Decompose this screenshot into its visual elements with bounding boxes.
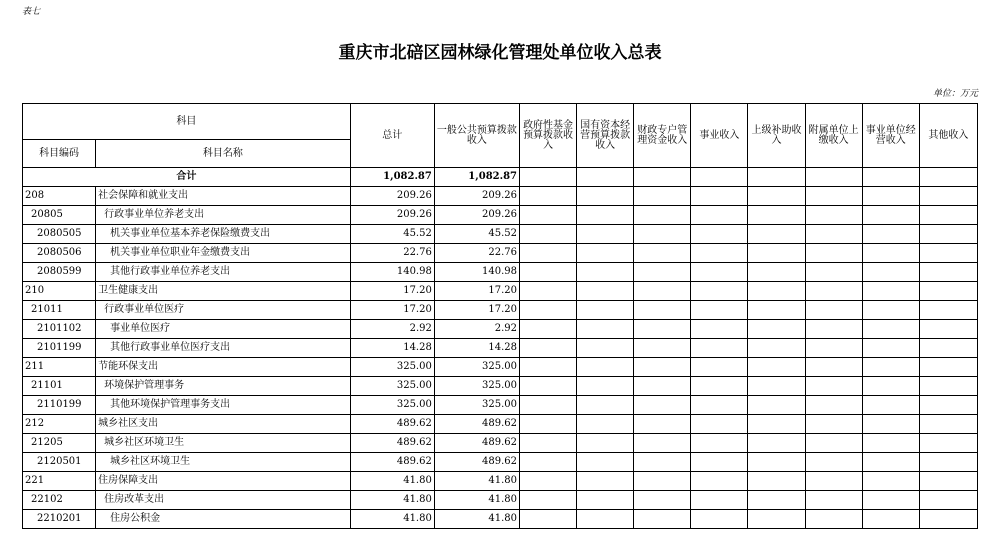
empty-cell (691, 510, 748, 529)
empty-cell (520, 225, 577, 244)
empty-cell (919, 320, 977, 339)
empty-cell (862, 453, 919, 472)
row-name: 城乡社区环境卫生 (96, 453, 351, 472)
empty-cell (919, 415, 977, 434)
empty-cell (748, 320, 805, 339)
empty-cell (748, 244, 805, 263)
empty-cell (805, 339, 862, 358)
row-general: 17.20 (434, 282, 519, 301)
empty-cell (634, 434, 691, 453)
empty-cell (577, 320, 634, 339)
row-total: 325.00 (350, 396, 434, 415)
row-name: 其他行政事业单位养老支出 (96, 263, 351, 282)
empty-cell (691, 453, 748, 472)
empty-cell (748, 434, 805, 453)
empty-cell (577, 491, 634, 510)
empty-cell (748, 510, 805, 529)
empty-cell (919, 510, 977, 529)
empty-cell (577, 282, 634, 301)
empty-cell (805, 301, 862, 320)
header-subject: 科目 (23, 104, 351, 140)
empty-cell (862, 282, 919, 301)
total-general-value: 1,082.87 (434, 168, 519, 187)
empty-cell (919, 187, 977, 206)
empty-cell (919, 282, 977, 301)
table-row (23, 225, 978, 244)
row-general: 489.62 (434, 434, 519, 453)
empty-cell (520, 377, 577, 396)
empty-cell (748, 415, 805, 434)
empty-cell (634, 320, 691, 339)
row-code: 21205 (23, 434, 96, 453)
empty-cell (691, 320, 748, 339)
empty-cell (748, 282, 805, 301)
empty-cell (805, 396, 862, 415)
table-row (23, 244, 978, 263)
empty-cell (577, 396, 634, 415)
empty-cell (577, 244, 634, 263)
empty-cell (520, 434, 577, 453)
empty-cell (520, 472, 577, 491)
row-general: 489.62 (434, 415, 519, 434)
empty-cell (691, 358, 748, 377)
income-table (22, 103, 978, 529)
empty-cell (862, 320, 919, 339)
empty-cell (862, 187, 919, 206)
row-total: 489.62 (350, 415, 434, 434)
row-total: 209.26 (350, 206, 434, 225)
row-total: 209.26 (350, 187, 434, 206)
row-code: 2101102 (23, 320, 96, 339)
empty-cell (805, 244, 862, 263)
empty-cell (634, 510, 691, 529)
empty-cell (577, 434, 634, 453)
row-total: 14.28 (350, 339, 434, 358)
empty-cell (919, 358, 977, 377)
empty-cell (862, 396, 919, 415)
empty-cell (691, 263, 748, 282)
empty-cell (862, 472, 919, 491)
empty-cell (520, 282, 577, 301)
empty-cell (691, 225, 748, 244)
row-code: 211 (23, 358, 96, 377)
empty-cell (805, 510, 862, 529)
table-row (23, 187, 978, 206)
row-total: 17.20 (350, 301, 434, 320)
empty-cell (748, 301, 805, 320)
row-total: 489.62 (350, 453, 434, 472)
row-general: 140.98 (434, 263, 519, 282)
empty-cell (577, 301, 634, 320)
empty-cell (919, 377, 977, 396)
empty-cell (520, 510, 577, 529)
empty-cell (520, 339, 577, 358)
empty-cell (634, 453, 691, 472)
row-general: 325.00 (434, 358, 519, 377)
empty-cell (634, 339, 691, 358)
row-total: 2.92 (350, 320, 434, 339)
table-row (23, 453, 978, 472)
empty-cell (634, 187, 691, 206)
empty-cell (691, 301, 748, 320)
empty-cell (919, 434, 977, 453)
empty-cell (805, 491, 862, 510)
header-superior-subsidy: 上级补助收入 (748, 104, 805, 168)
empty-cell (577, 339, 634, 358)
empty-cell (805, 453, 862, 472)
empty-cell (691, 339, 748, 358)
row-name: 行政事业单位养老支出 (96, 206, 351, 225)
empty-cell (520, 320, 577, 339)
empty-cell (691, 396, 748, 415)
empty-cell (520, 491, 577, 510)
empty-cell (634, 263, 691, 282)
empty-cell (748, 339, 805, 358)
empty-cell (805, 225, 862, 244)
empty-cell (520, 187, 577, 206)
total-row (23, 168, 978, 187)
header-total: 总计 (350, 104, 434, 168)
empty-cell (748, 377, 805, 396)
empty-cell (748, 472, 805, 491)
row-code: 2120501 (23, 453, 96, 472)
row-general: 209.26 (434, 187, 519, 206)
empty-cell (919, 491, 977, 510)
table-row (23, 358, 978, 377)
row-name: 机关事业单位基本养老保险缴费支出 (96, 225, 351, 244)
empty-cell (919, 396, 977, 415)
row-total: 489.62 (350, 434, 434, 453)
empty-cell (919, 301, 977, 320)
empty-cell (691, 434, 748, 453)
row-general: 489.62 (434, 453, 519, 472)
header-name: 科目名称 (96, 140, 351, 168)
row-code: 21101 (23, 377, 96, 396)
empty-cell (862, 339, 919, 358)
empty-cell (577, 472, 634, 491)
empty-cell (862, 491, 919, 510)
empty-cell (577, 377, 634, 396)
empty-cell (520, 263, 577, 282)
empty-cell (634, 225, 691, 244)
row-name: 行政事业单位医疗 (96, 301, 351, 320)
empty-cell (748, 206, 805, 225)
header-code: 科目编码 (23, 140, 96, 168)
table-row (23, 301, 978, 320)
table-row (23, 415, 978, 434)
empty-cell (577, 415, 634, 434)
empty-cell (805, 434, 862, 453)
row-name: 住房公积金 (96, 510, 351, 529)
page-title: 重庆市北碚区园林绿化管理处单位收入总表 (338, 43, 662, 63)
empty-cell (748, 491, 805, 510)
empty-cell (691, 377, 748, 396)
empty-cell (577, 263, 634, 282)
row-name: 节能环保支出 (96, 358, 351, 377)
table-row (23, 320, 978, 339)
row-general: 325.00 (434, 377, 519, 396)
empty-cell (919, 263, 977, 282)
empty-cell (805, 263, 862, 282)
empty-cell (634, 206, 691, 225)
empty-cell (577, 225, 634, 244)
empty-cell (520, 358, 577, 377)
empty-cell (577, 358, 634, 377)
table-number: 表七 (22, 7, 41, 17)
header-business: 事业收入 (691, 104, 748, 168)
empty-cell (919, 225, 977, 244)
table-row (23, 339, 978, 358)
row-total: 22.76 (350, 244, 434, 263)
empty-cell (520, 206, 577, 225)
empty-cell (634, 415, 691, 434)
empty-cell (748, 187, 805, 206)
empty-cell (520, 396, 577, 415)
row-code: 2080599 (23, 263, 96, 282)
row-code: 208 (23, 187, 96, 206)
row-total: 45.52 (350, 225, 434, 244)
empty-cell (634, 358, 691, 377)
empty-cell (691, 206, 748, 225)
empty-cell (748, 263, 805, 282)
empty-cell (862, 263, 919, 282)
empty-cell (691, 491, 748, 510)
empty-cell (862, 225, 919, 244)
total-value: 1,082.87 (350, 168, 434, 187)
empty-cell (520, 301, 577, 320)
row-code: 2080505 (23, 225, 96, 244)
empty-cell (805, 282, 862, 301)
empty-cell (919, 206, 977, 225)
row-general: 41.80 (434, 510, 519, 529)
empty-cell (634, 396, 691, 415)
row-total: 140.98 (350, 263, 434, 282)
row-total: 41.80 (350, 491, 434, 510)
header-affiliated: 附属单位上缴收入 (805, 104, 862, 168)
table-row (23, 282, 978, 301)
row-name: 城乡社区环境卫生 (96, 434, 351, 453)
row-general: 209.26 (434, 206, 519, 225)
table-row (23, 377, 978, 396)
row-code: 20805 (23, 206, 96, 225)
row-code: 210 (23, 282, 96, 301)
empty-cell (805, 472, 862, 491)
row-name: 机关事业单位职业年金缴费支出 (96, 244, 351, 263)
empty-cell (919, 453, 977, 472)
row-general: 325.00 (434, 396, 519, 415)
unit-label: 单位：万元 (932, 89, 978, 99)
empty-cell (862, 301, 919, 320)
empty-cell (691, 282, 748, 301)
header-state-capital: 国有资本经营预算拨款收入 (577, 104, 634, 168)
header-other: 其他收入 (919, 104, 977, 168)
table-row (23, 206, 978, 225)
row-general: 41.80 (434, 472, 519, 491)
empty-cell (577, 206, 634, 225)
header-general-budget: 一般公共预算拨款收入 (434, 104, 519, 168)
row-code: 221 (23, 472, 96, 491)
table-row (23, 510, 978, 529)
empty-cell (919, 472, 977, 491)
empty-cell (520, 453, 577, 472)
row-code: 21011 (23, 301, 96, 320)
row-general: 17.20 (434, 301, 519, 320)
row-code: 2210201 (23, 510, 96, 529)
empty-cell (862, 434, 919, 453)
empty-cell (862, 377, 919, 396)
empty-cell (805, 377, 862, 396)
empty-cell (805, 187, 862, 206)
row-code: 2080506 (23, 244, 96, 263)
empty-cell (577, 453, 634, 472)
empty-cell (634, 301, 691, 320)
empty-cell (634, 244, 691, 263)
empty-cell (862, 358, 919, 377)
row-name: 城乡社区支出 (96, 415, 351, 434)
table-row (23, 434, 978, 453)
row-total: 41.80 (350, 510, 434, 529)
row-name: 其他行政事业单位医疗支出 (96, 339, 351, 358)
empty-cell (748, 453, 805, 472)
empty-cell (805, 320, 862, 339)
empty-cell (634, 282, 691, 301)
empty-cell (805, 415, 862, 434)
row-general: 41.80 (434, 491, 519, 510)
row-general: 45.52 (434, 225, 519, 244)
empty-cell (577, 187, 634, 206)
row-name: 社会保障和就业支出 (96, 187, 351, 206)
row-code: 22102 (23, 491, 96, 510)
empty-cell (862, 206, 919, 225)
empty-cell (691, 415, 748, 434)
empty-cell (577, 510, 634, 529)
empty-cell (520, 415, 577, 434)
empty-cell (634, 491, 691, 510)
empty-cell (919, 339, 977, 358)
row-general: 2.92 (434, 320, 519, 339)
header-operating: 事业单位经营收入 (862, 104, 919, 168)
table-row (23, 263, 978, 282)
empty-cell (805, 206, 862, 225)
empty-cell (748, 396, 805, 415)
empty-cell (520, 244, 577, 263)
row-code: 2110199 (23, 396, 96, 415)
row-name: 其他环境保护管理事务支出 (96, 396, 351, 415)
row-general: 22.76 (434, 244, 519, 263)
row-name: 卫生健康支出 (96, 282, 351, 301)
row-total: 41.80 (350, 472, 434, 491)
row-name: 住房改革支出 (96, 491, 351, 510)
empty-cell (691, 472, 748, 491)
empty-cell (634, 472, 691, 491)
empty-cell (634, 377, 691, 396)
row-general: 14.28 (434, 339, 519, 358)
row-total: 17.20 (350, 282, 434, 301)
empty-cell (862, 415, 919, 434)
table-row (23, 396, 978, 415)
row-name: 环境保护管理事务 (96, 377, 351, 396)
empty-cell (691, 244, 748, 263)
empty-cell (862, 244, 919, 263)
row-code: 2101199 (23, 339, 96, 358)
row-total: 325.00 (350, 358, 434, 377)
empty-cell (748, 225, 805, 244)
empty-cell (919, 244, 977, 263)
total-label: 合计 (23, 168, 351, 187)
row-name: 事业单位医疗 (96, 320, 351, 339)
table-row (23, 472, 978, 491)
empty-cell (748, 358, 805, 377)
row-total: 325.00 (350, 377, 434, 396)
empty-cell (862, 510, 919, 529)
table-row (23, 491, 978, 510)
empty-cell (691, 187, 748, 206)
row-name: 住房保障支出 (96, 472, 351, 491)
row-code: 212 (23, 415, 96, 434)
header-special-account: 财政专户管理资金收入 (634, 104, 691, 168)
empty-cell (805, 358, 862, 377)
header-gov-fund: 政府性基金预算拨款收入 (520, 104, 577, 168)
